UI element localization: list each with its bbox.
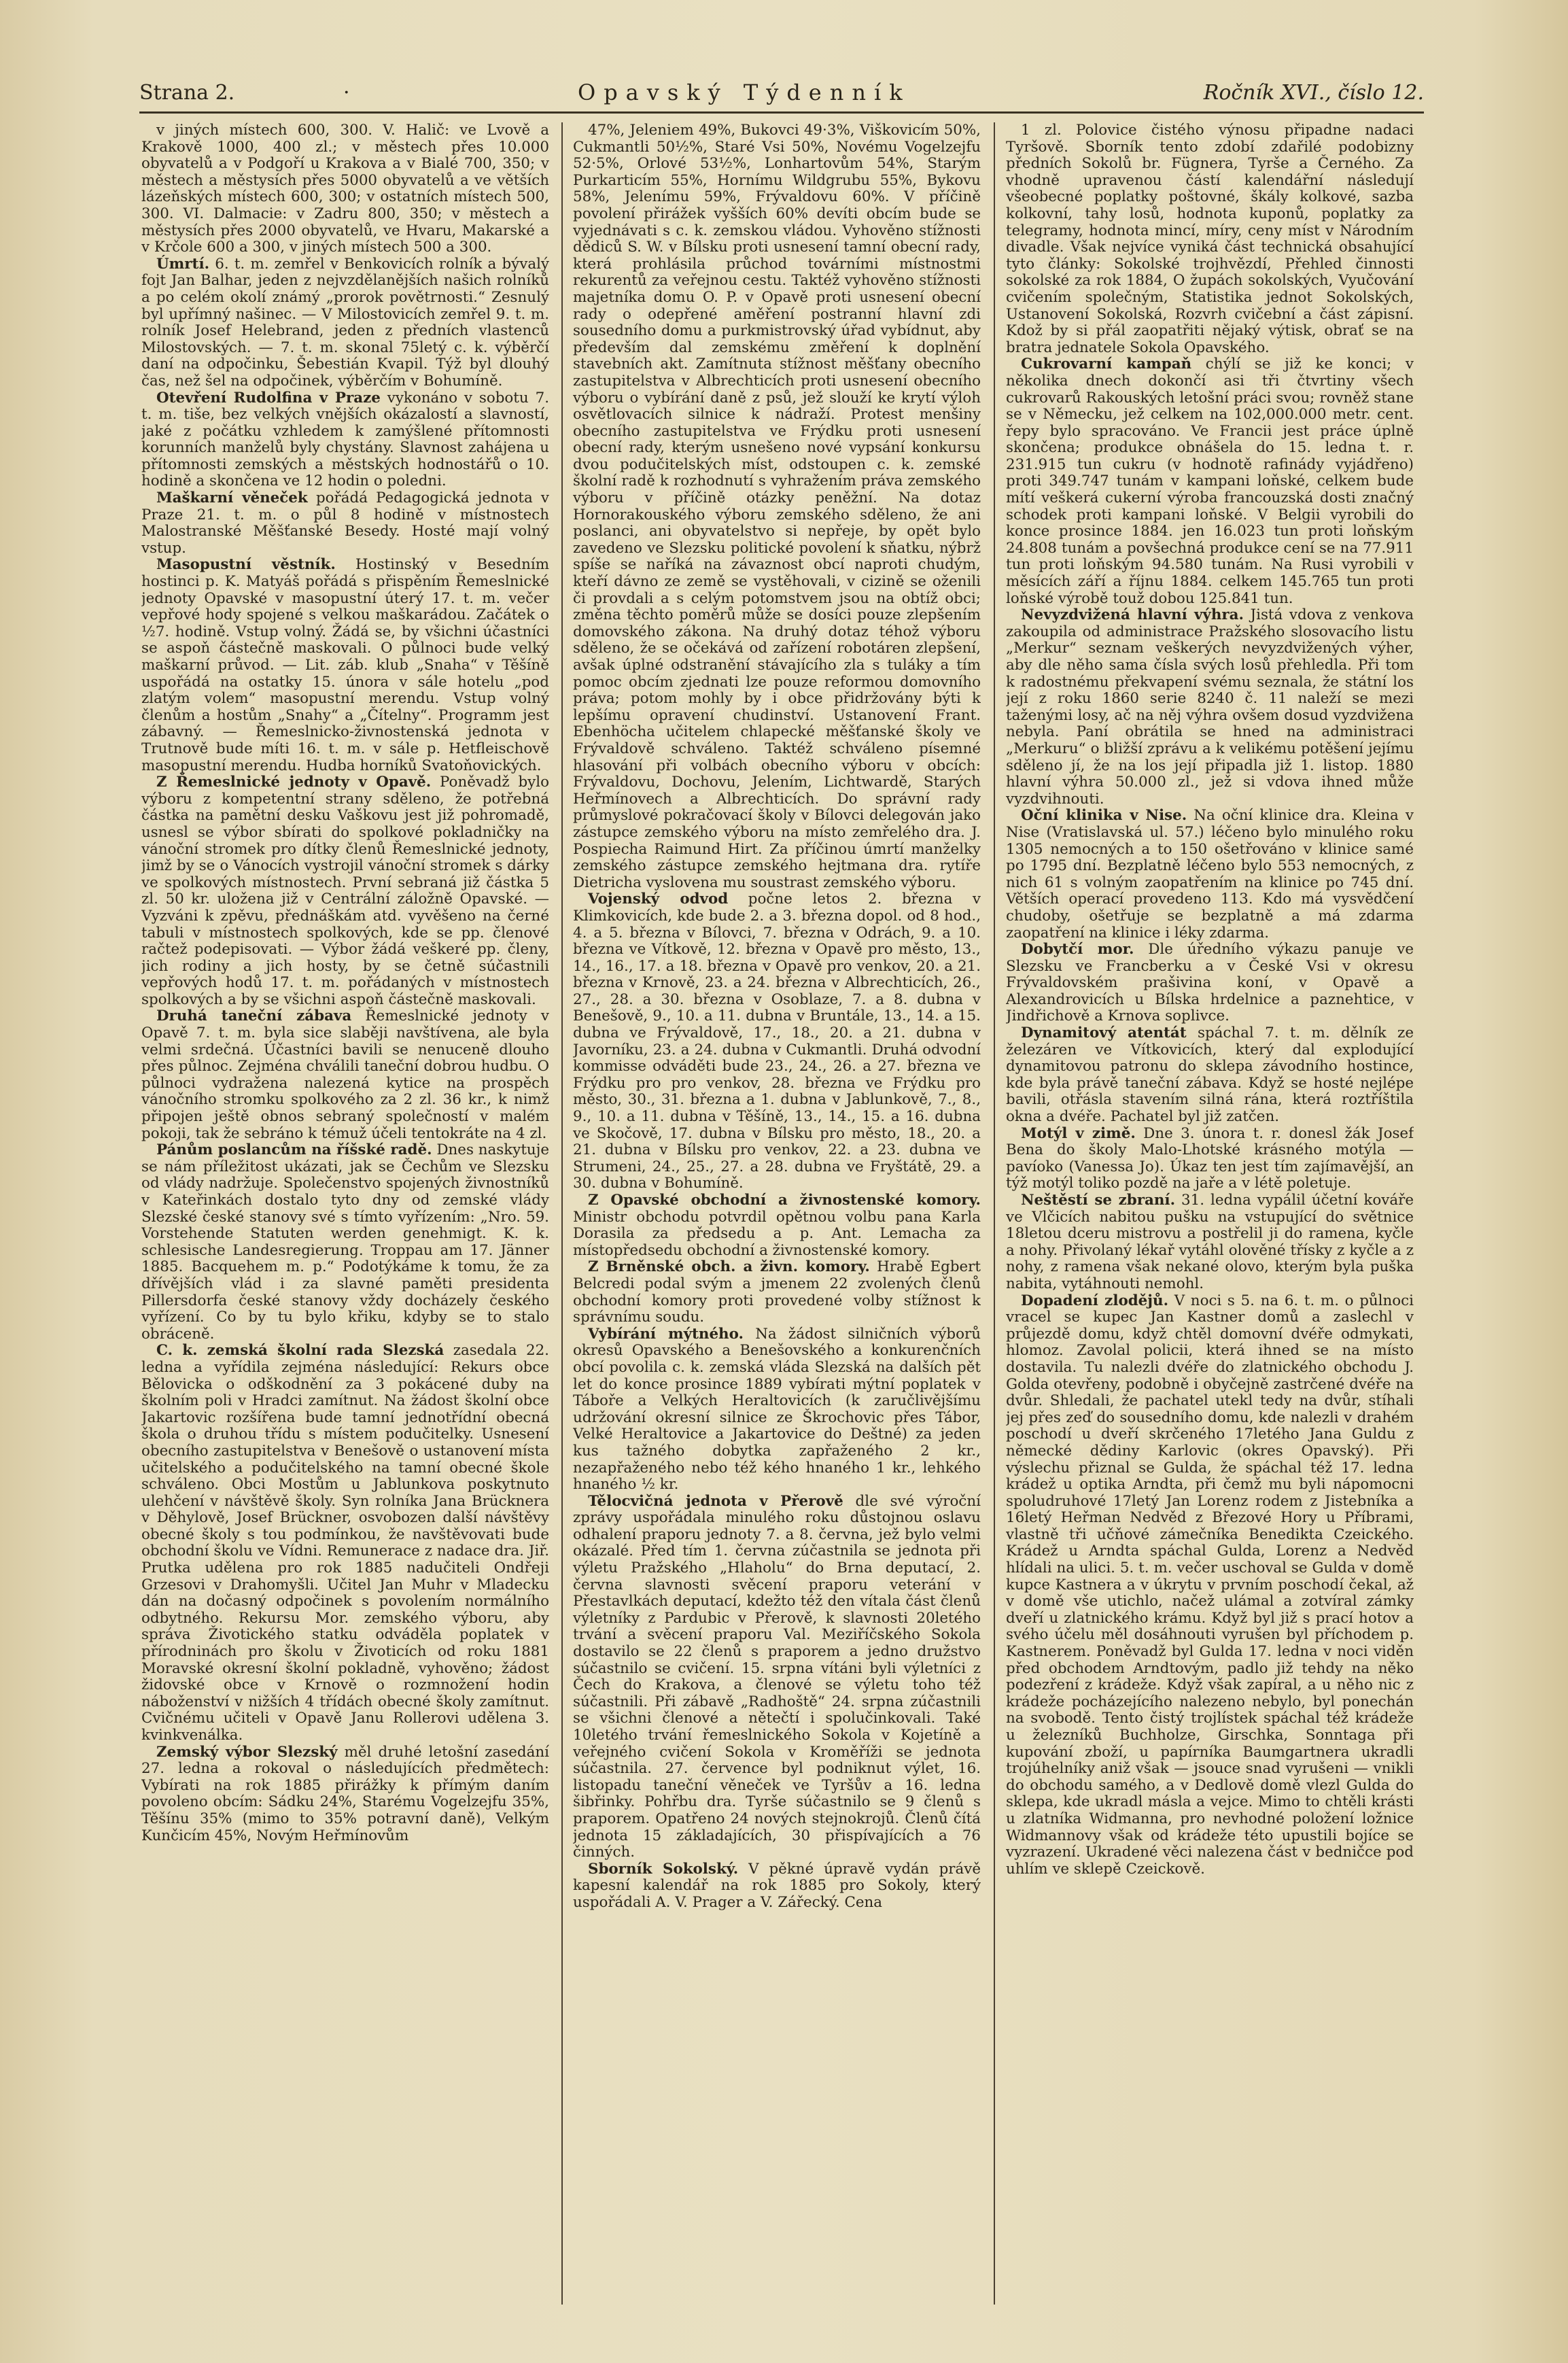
article-text: Hostinský v Besedním hostinci p. K. Matyáš pořádá s přispěním Řemeslnické jednoty Opavské v masopustní úterý 17. t. m. večer vepřové hody spojené s velkou maškarádou. Začátek o ½7. hodině. Vstup volný. Žádá se, by všichni účastníci se aspoň částečně maskovali. O půlnoci bude velký maškarní průvod. — Lit. záb. klub „Snaha“ v Těšíně uspořádá na ostatky 15. února v sále hotelu „pod zlatým volem“ masopustní merendu. Vstup volný členům a hostům „Snahy“ a „Čítelny“. Programm jest zábavný. — Řemeslnicko-živnostenská jednota v Trutnově bude míti 16. t. m. v sále p. Hetfleischově masopustní merendu. Hudba horníků Svatoňovických. [141,556,549,774]
article-text: Na oční klinice dra. Kleina v Nise (Vratislavská ul. 57.) léčeno bylo minulého roku 1305 nemocných a to 150 ošetřováno v klinice samé po 1795 dní. Bezplatně léčeno bylo 553 nemocných, z nich 61 s volným zaopatřením na klinice po 745 dní. Větších operací provedeno 113. Kdo má vysvědčení chudoby, ošetřuje se bezplatně a má zdarma zaopatření na klinice i léky zdarma. [1006,807,1414,942]
article-paragraph [141,490,549,557]
article-paragraph [573,1494,981,1861]
article-paragraph [141,557,549,774]
article-heading: Dopadení zlodějů. [1021,1292,1169,1309]
article-text: dle své výroční zprávy uspořádala minulého roku důstojnou oslavu odhalení praporu jednoty 7. a 8. června, jež bylo velmi okázalé. Před tím 1. června zúčastnila se jednota při výletu Pražského „Hlaholu“ do Brna deputací, 2. června slavnosti svěcení praporu veterání v Přestavlkách deputací, kdežto též den vítala část členů výletníky z Pardubic v Přerově, k slavnosti 20letého trvání a svěcení praporu Val. Meziříčského Sokola dostavilo se 22 členů s praporem a jedno družstvo súčastnilo se cvičení. 15. srpna vítáni byli výletníci z Čech do Krakova, a členové se výletu toho též súčastnili. Při zábavě „Radhoště“ 24. srpna zúčastnili se všichni členové a nětečtí i spolučinkovali. Také 10letého trvání řemeslnického Sokola v Kojetíně a veřejného cvičení Sokola v Kroměříži se jednota súčastnila. 27. července byl podniknut výlet, 16. listopadu taneční věneček ve Tyršův a 16. ledna šibřinky. Pohřbu dra. Tyrše súčastnilo se 9 členů s praporem. Opatřeno 24 nových stejnokrojů. Členů čítá jednota 15 základajících, 30 přispívajících a 76 činných. [573,1492,981,1861]
article-paragraph [573,1861,981,1912]
article-paragraph [1006,1126,1414,1192]
article-text: zasedala 22. ledna a vyřídila zejména následující: Rekurs obce Bělovicka o odškodnění za 3 pokácené duby na školním poli v Hradci zamítnut. Na žádost školní obce Jakartovic rozšířena bude tamní jednotřídní obecná škola o druhou třídu s místem podučitelky. Usnesení obecního zastupitelstva v Benešově o ustanovení místa učitelského a podučitelského na tamní obecné škole schváleno. Obci Mostům u Jablunkova poskytnuto ulehčení v návštěvě školy. Syn rolníka Jana Brücknera v Děhylově, Josef Brückner, osvobozen další návštěvy obecné školy s tou podmínkou, že navštěvovati bude obchodní školu ve Vídni. Remunerace z nadace dra. Jiř. Prutka udělena pro rok 1885 nadučiteli Ondřeji Grzesovi v Drahomyšli. Učitel Jan Muhr v Mladecku dán na dočasný odpočinek s povolením normálního odbytného. Rekursu Mor. zemského výboru, aby správa Životického statku odváděla poplatek v přírodninách pro školu v Životicích od roku 1881 Moravské okresní školní pokladně, vyhověno; žádost židovské obce v Krnově o rozmnožení hodin náboženství v nižších 4 třídách obecné školy zamítnut. Cvičnému učiteli v Opavě Janu Rollerovi udělena 3. kvinkvenálka. [141,1342,549,1744]
article-paragraph [141,390,549,491]
article-heading: Z Brněnské obch. a živn. komory. [588,1258,870,1276]
article-text: Poněvadž bylo výboru z kompetentní strany sděleno, že potřebná částka na pamětní desku Vaškovu jest již pohromadě, usnesl se výbor sbírati do spolkové pokladničky na vánoční stromek pro dítky členů Řemeslnické jednoty, jimž by se o Vánocích vystrojil vánoční stromek s dárky ve spolkových místnostech. První sebraná již částka 5 zl. 50 kr. uložena již v Centrální záložně Opavské. — Vyzváni k zpěvu, přednáškám atd. vyvěšeno na černé tabuli v místnostech spolkových, kde se pp. členové račtež podepisovati. — Výbor žádá veškeré pp. členy, jich rodiny a jich hosty, by se četně súčastnili vepřových hodů 17. t. m. pořádaných v místnostech spolkových a by se všichni aspoň částečně maskovali. [141,774,549,1008]
column-divider-2 [994,122,995,2305]
article-heading: Úmrtí. [156,255,210,273]
article-text: chýlí se již ke konci; v několika dnech dokončí asi tři čtvrtiny všech cukrovarů Rakouských letošní práci svou; rovněž stane se v Německu, jež celkem na 102,000.000 metr. cent. řepy bylo spracováno. Ve Francii jest práce úplně skončena; produkce obnášela do 15. ledna t. r. 231.915 tun cukru (v hodnotě rafinády vyjádřeno) proti 349.747 tunám v kampani loňské, celkem bude mítí veškerá cukerní výroba francouzská dosti značný schodek proti kampani loňské. V Belgii vyrobili do konce prosince 1884. jen 16.023 tun proti loňským 24.808 tunám a povšechná produkce cení se na 77.911 tun proti loňským 94.580 tunám. Na Rusi vyrobili v měsících září a říjnu 1884. celkem 145.765 tun proti loňské výrobě touž dobou 125.841 tun. [1006,356,1414,607]
article-heading: Cukrovarní kampaň [1021,356,1192,373]
article-text: Dnes naskytuje se nám příležitost ukázati, jak se Čechům ve Slezsku od vlády nadržuje. Společenstvo spojených živnostníků v Kateřinkách dostalo tyto dny od zemské vlády Slezské české stanovy své s tímto vyřízením: „Nro. 59. Vorstehende Statuten werden genehmigt. K. k. schlesische Landesregierung. Troppau am 17. Jänner 1885. Bacquehem m. p.“ Podotýkáme k tomu, že za dřívějších vlád i za slavné paměti presidenta Pillersdorfa české stanovy vždy docházely českého vyřízení. Co by tu bylo křiku, kdyby se to stalo obráceně. [141,1141,549,1343]
article-text: Dle úředního výkazu panuje ve Slezsku ve Francberku a v České Vsi v okresu Frývaldovském prašivina koní, v Opavě a Alexandrovicích u Bílska hrdelnice a paznehtice, v Jindřichově a Krnova soplivce. [1006,941,1414,1025]
article-text: Ministr obchodu potvrdil opětnou volbu pana Karla Dorasila za předsedu a p. Ant. Lemacha za místopředsedu obchodní a živnostenské komory. [573,1208,981,1259]
article-heading: Dobytčí mor. [1021,941,1134,959]
article-paragraph [141,1343,549,1744]
article-paragraph [1006,808,1414,942]
article-heading: Oční klinika v Nise. [1021,807,1187,825]
article-heading: Motýl v zimě. [1021,1124,1136,1142]
article-heading: C. k. zemská školní rada Slezská [156,1342,445,1360]
article-heading: Vybírání mýtného. [588,1325,744,1343]
article-paragraph [141,256,549,390]
header-rule [139,111,1424,114]
text-column-2 [573,122,981,2305]
article-text: 1 zl. Polovice čistého výnosu připadne nadaci Tyršově. Sborník tento zdobí zdařilé podobizny předních Sokolů br. Fügnera, Tyrše a Černého. Za vhodně upravenou částí kalendářní následují všeobecné poplatky poštovné, škály kolkové, sazba kolkovní, tahy losů, hodnota kuponů, poplatky za telegramy, hodnota mincí, míry, ceny míst v Národním divadle. Však nejvíce vyniká část technická obsahující tyto články: Sokolské trojhvězdí, Přehled činnosti sokolské za rok 1884, O župách sokolských, Vyučování cvičením společným, Statistika jednot Sokolských, Ustanovení Sokolská, Rozvrh cvičební a část zápisní. Kdož by si přál zaopatřiti nějaký výtisk, obrať se na bratra jednatele Sokola Opavského. [1006,122,1414,356]
article-paragraph [141,774,549,1008]
article-paragraph [1006,122,1414,356]
article-text: měl druhé letošní zasedání 27. ledna a rokoval o následujících předmětech: Vybírati na rok 1885 přirážky k přímým daním povoleno obcím: Sádku 24%, Starému Vogelzejfu 35%, Těšínu 35% (mimo to 35% potravní daně), Velkým Kunčicím 45%, Novým Heřmínovům [141,1743,549,1844]
article-text: v jiných místech 600, 300. V. Halič: ve Lvově a Krakově 1000, 400 zl.; v městech přes 10.000 obyvatelů a v Podgoří u Krakova a v Bialé 700, 350; v městech a městysích přes 5000 obyvatelů a ve větších lázeňských místech 600, 300; v ostatních místech 500, 300. VI. Dalmacie: v Zadru 800, 350; v městech a městysích přes 2000 obyvatelů, ve Hvaru, Makarské a v Krčole 600 a 300, v jiných místech 500 a 300. [141,122,549,256]
article-text: 31. ledna vypálil účetní kováře ve Vlčicích nabitou pušku na vstupující do světnice 18letou dceru mistrovu a postřelil ji do ramena, kyčle a nohy. Přivolaný lékař vytáhl olověné třísky z kyčle a z nohy, z ramena však nekané olovo, kterým byla puška nabita, vytáhnouti nemohl. [1006,1192,1414,1292]
article-paragraph [573,891,981,1192]
article-paragraph [1006,356,1414,607]
article-heading: Zemský výbor Slezský [156,1743,338,1761]
article-paragraph [1006,607,1414,808]
article-heading: Dynamitový atentát [1021,1024,1187,1042]
masthead-title: Opavský Týdenník [577,80,911,105]
article-heading: Neštěstí se zbraní. [1021,1192,1176,1209]
article-heading: Maškarní věneček [156,489,308,507]
article-paragraph [573,122,981,891]
article-text: počne letos 2. března v Klimkovicích, kde bude 2. a 3. března dopol. od 8 hod., 4. a 5. března v Bílovci, 7. března v Odrách, 9. a 10. března ve Vítkově, 12. března v Opavě pro město, 13., 14., 16., 17. a 18. března v Opavě pro venkov, 20. a 21. března v Krnově, 23. a 24. března v Albrechticích, 26., 27., 28. a 30. března v Osoblaze, 7. a 8. dubna v Benešově, 9., 10. a 11. dubna v Bruntále, 13., 14. a 15. dubna ve Frývaldově, 17., 18., 20. a 21. dubna v Javorníku, 23. a 24. dubna v Cukmantli. Druhá odvodní kommisse odváděti bude 23., 24., 26. a 27. března ve Frýdku pro pro venkov, 28. března ve Frýdku pro město, 30., 31. března a 1. dubna v Jablunkově, 7., 8., 9., 10. a 11. dubna v Těšíně, 13., 14., 15. a 16. dubna ve Skočově, 17. dubna v Bílsku pro město, 18., 20. a 21. dubna v Bílsku pro venkov, 22. a 23. dubna ve Strumeni, 24., 25., 27. a 28. dubna ve Fryštátě, 29. a 30. dubna v Bohumíně. [573,891,981,1192]
article-text: 6. t. m. zemřel v Benkovicích rolník a bývalý fojt Jan Balhar, jeden z nejvzdělanějších našich rolníků a po celém okolí známý „prorok povětrnosti.“ Zesnulý byl upřímný našinec. — V Milostovicích zemřel 9. t. m. rolník Josef Helebrand, jeden z předních vlastenců Milostovských. — 7. t. m. skonal 75letý c. k. výběrčí daní na odpočinku, Šebestián Kvapil. Týž byl dlouhý čas, než šel na odpočinek, výběrčím v Bohumíně. [141,255,549,390]
article-heading: Vojenský odvod [588,891,729,908]
text-column-3 [1006,122,1414,2305]
article-heading: Nevyzdvižená hlavní výhra. [1021,606,1244,624]
article-paragraph [141,1744,549,1845]
article-paragraph [1006,1293,1414,1878]
article-paragraph [573,1326,981,1494]
article-paragraph [1006,1192,1414,1293]
article-paragraph [573,1259,981,1326]
article-heading: Sborník Sokolský. [588,1860,739,1878]
text-column-1 [141,122,549,2305]
page-header [139,76,1424,109]
article-text: 47%, Jeleniem 49%, Bukovci 49·3%, Viškovicím 50%, Cukmantli 50½%, Staré Vsi 50%, Novému Vogelzejfu 52·5%, Orlové 53½%, Lonhartovům 54%, Starým Purkarticím 55%, Hornímu Wildgrubu 55%, Bykovu 58%, Jelenímu 59%, Frývaldovu 60%. V příčině povolení přirážek vyšších 60% devíti obcím bude se vyjednávati s c. k. zemskou vládou. Vyhověno stížnosti dědiců S. W. v Bílsku proti usnesení tamní obecní rady, která prohlásila průchod továrními místnostmi rekurentů za veřejnou cestu. Taktéž vyhověno stížnosti majetníka domu O. P. v Opavě proti usnesení obecní rady o odepřené aměření postranní hlavní zdi sousedního domu a purkmistrovský úřad vybídnut, aby především dal zemskému změření k doplnění stavebních akt. Zamítnuta stížnost měšťany obecního zastupitelstva v Albrechticích proti usnesení obecního výboru o vybírání daně z psů, jež slouží ke krytí výloh osvětlovacích silnice k nádraží. Protest menšiny obecního zastupitelstva ve Frýdku proti usnesení obecní rady, kterým usnešeno nové vypsání konkursu dvou podučitelských míst, odstoupen c. k. zemské školní radě k rozhodnutí s vyhražením práva zemského výboru v příčině otázky peněžní. Na dotaz Hornorakouského výboru zemského sděleno, že ani poslanci, ani obyvatelstvo si nepřeje, by opět bylo zavedeno ve Slezsku politické povolení k sňatku, nýbrž spíše se naříká na závaznost obcí naproti chudým, kteří dávno ze země se vystěhovali, v cizině se oženili či provdali a s celým potomstvem jsou na obtíž obci; změna těchto poměrů může se dosíci pouze zlepšením domovského zákona. Na druhý dotaz téhož výboru sděleno, že se očekává od zařízení robotáren zlepšení, avšak úplné odstranění stávajícího zla s tuláky a tím pomoc obcím zjednati lze pouze reformou domovního práva; potom mohly by i obce přidržovány býti k lepšímu opravení chudinství. Ustanovení Frant. Ebenhöcha učitelem chlapecké měšťanské školy ve Frývaldově schváleno. Taktéž schváleno písemné hlasování při volbách obecního výboru v obcích: Frývaldovu, Dochovu, Jelením, Lichtwardě, Starých Heřmínovech a Albrechticích. Do správní rady průmyslové pokračovací školy v Bílovci delegován jako zástupce zemského výboru na místo zemřelého dra. J. Pospiecha Raimund Hirt. Za příčinou úmrtí manželky zemského zástupce zemského hejtmana dra. rytíře Dietricha vyslovena mu soustrast zemského výboru. [573,122,981,891]
header-dot: · [343,80,350,105]
article-paragraph [141,1008,549,1142]
article-text: Na žádost silničních výborů okresů Opavského a Benešovského a konkurenčních obcí povolila c. k. zemská vláda Slezská na dalších pět let do konce prosince 1889 vybírati mýtní poplatek v Táboře a Velkých Heraltovicích (k zaručlivějšímu udržování okresní silnice ze Škrochovic přes Tábor, Velké Heraltovice a Jakartovice do Deštné) za jeden kus tažného dobytka zapřaženého 2 kr., nezapřaženého nebo též kého hnaného 1 kr., lehkého hnaného ½ kr. [573,1325,981,1494]
article-text: vykonáno v sobotu 7. t. m. tiše, bez velkých vnějších okázalostí a slavností, jaké z počátku vzhledem k zamýšlené přítomnosti korunních manželů byly chystány. Slavnost zahájena u přítomnosti zemských a městských hodnostářů o 10. hodině a skončena ve 12 hodin o poledni. [141,389,549,490]
article-heading: Z Řemeslnické jednoty v Opavě. [156,774,432,791]
article-paragraph [1006,942,1414,1025]
article-text: Řemeslnické jednoty v Opavě 7. t. m. byla sice slaběji navštívena, ale byla velmi srdečná. Účastníci bavili se nenuceně dlouho přes půlnoc. Zejména chválili taneční dobrou hudbu. O půlnoci vydražena nalezená kytice na prospěch vánočního stromku spolkového za 2 zl. 36 kr., k nimž připojen ještě obnos sebraný společností v malém pokoji, tak že sebráno k témuž účeli tentokráte na 4 zl. [141,1007,549,1142]
article-paragraph [1006,1025,1414,1126]
article-paragraph [141,1142,549,1343]
article-heading: Z Opavské obchodní a živnostenské komory. [588,1192,981,1209]
article-heading: Otevření Rudolfina v Praze [156,389,381,407]
article-heading: Tělocvičná jednota v Přerově [588,1492,843,1510]
issue-info: Ročník XVI., číslo 12. [1203,80,1424,105]
article-paragraph [573,1192,981,1259]
page-number: Strana 2. [139,80,235,105]
article-text: Dne 3. února t. r. donesl žák Josef Bena do školy Malo-Lhotské krásného motýla — pavíoko (Vanessa Jo). Úkaz ten jest tím zajímavější, an týž motýl toliko pozdě na jaře a v létě poletuje. [1006,1124,1414,1192]
article-heading: Druhá taneční zábava [156,1007,352,1025]
article-text: spáchal 7. t. m. dělník ze železáren ve Vítkovicích, který dal explodující dynamitovou patronu do sklepa závodního hostince, kde byla právě taneční zábava. Když se hosté nejlépe bavili, otřásla stavením silná rána, která roztříštila okna a dvéře. Pachatel byl již zatčen. [1006,1024,1414,1126]
article-heading: Masopustní věstník. [156,556,336,574]
article-text: Jistá vdova z venkova zakoupila od administrace Pražského slosovacího listu „Merkur“ seznam veškerých nevyzdvižených výher, aby dle něho sama čísla svých losů přehledla. Při tom k radostnému překvapení svému seznala, že státní los její z roku 1860 serie 8240 č. 11 naleží se mezi taženými losy, ač na něj výhra ovšem dosud vyzdvižena nebyla. Paní obrátila se hned na administraci „Merkuru“ o bližší zprávu a k velikému potěšení jejímu sděleno jí, že na los její připadla již 1. listop. 1880 hlavní výhra 50.000 zl., jež si vdova ihned může vyzdvihnouti. [1006,606,1414,808]
column-divider-1 [561,122,563,2305]
article-heading: Pánům poslancům na říšské radě. [156,1141,432,1159]
article-text: V pěkné úpravě vydán právě kapesní kalendář na rok 1885 pro Sokoly, který uspořádali A. V. Prager a V. Zářecký. Cena [573,1860,981,1911]
article-paragraph [141,122,549,256]
article-text: Hrabě Egbert Belcredi podal svým a jmenem 22 zvolených členů obchodní komory proti provedené volby stížnost k správnímu soudu. [573,1258,981,1326]
article-text: pořádá Pedagogická jednota v Praze 21. t. m. o půl 8 hodině v místnostech Malostranské Měšťanské Besedy. Hosté mají volný vstup. [141,489,549,557]
article-text: V noci s 5. na 6. t. m. o půlnoci vracel se kupec Jan Kastner domů a zaslechl v průjezdě domu, když chtěl domovní dvéře odmykati, hlomoz. Zavolal policii, která ihned se na místo dostavila. Tu nalezli dvéře do zlatnického obchodu J. Golda otevřeny, podobně i obyčejně zastrčené dvéře na dvůr. Shledali, že pachatel utekl tedy na dvůr, stíhali jej přes zeď do sousedního domu, kde nalezli v drahém poschodí u dveří skrčeného 17letého Jana Guldu z německé dědiny Karlovic (okres Opavský). Při výslechu přiznal se Gulda, že spáchal též 17. ledna krádež u optika Arndta, při čemž mu byli nápomocni spoludruhové 17letý Jan Lorenz rodem z Jistebníka a 16letý Heřman Nedvěd z Březové Hory u Příbrami, vlastně tři učňové zámečníka Benedikta Czeického. Krádež u Arndta spáchal Gulda, Lorenz a Nedvěd hlídali na ulici. 5. t. m. večer uschoval se Gulda v domě kupce Kastnera a v úkrytu v prvním poschodí čekal, až v domě vše utichlo, načež ulámal a zotvíral zámky dveří u zlatnického krámu. Když byl již s prací hotov a svého účelu měl dosáhnouti vyrušen byl příchodem p. Kastnerem. Poněvadž byl Gulda 17. ledna v noci viděn před obchodem Arndtovým, padlo již tehdy na něko podezření z krádeže. Když však zapíral, a u něho nic z krádeže pocházejícího nalezeno nebylo, byl ponechán na svobodě. Tento čistý trojlístek spáchal též krádeže u železníků Buchholze, Girschka, Sonntaga při kupování zboží, u papírníka Baumgartnera ukradli trojúhelníky aniž však — jsouce snad vyrušeni — vnikli do obchodu samého, a v Dedlově domě vlezl Gulda do sklepa, kde ukradl másla a vejce. Mimo to chtěli krásti u zlatníka Widmanna, pro nevhodné položení ložnice Widmannovy však od krádeže této upustili bojíce se vyzrazení. Ukradené věci nalezena část v bedničce pod uhlím ve sklepě Czeickově. [1006,1292,1414,1878]
